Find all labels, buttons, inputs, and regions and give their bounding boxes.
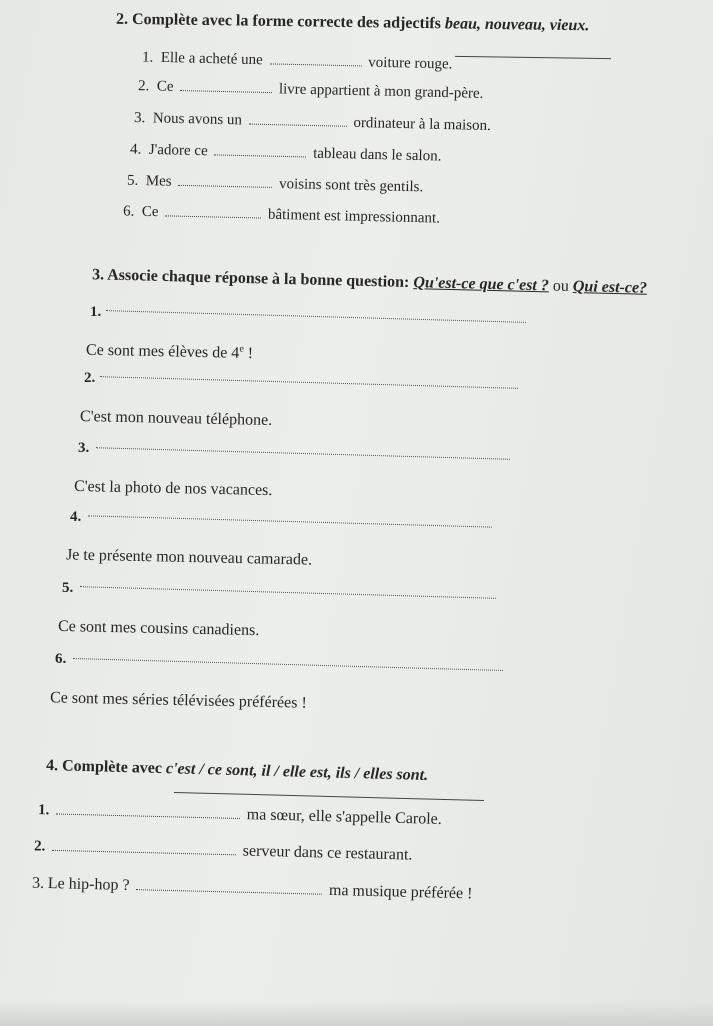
exercise-4-title-underline xyxy=(174,792,484,801)
ex2-item-2: 2. Ce livre appartient à mon grand-père. xyxy=(137,78,484,102)
ex3-response-4: Je te présente mon nouveau camarade. xyxy=(65,546,313,569)
ex3-response-2: C'est mon nouveau téléphone. xyxy=(79,407,273,430)
ex2-answer-blank-5[interactable] xyxy=(178,173,272,188)
ex2-answer-blank-6[interactable] xyxy=(165,203,261,218)
ex3-number-1: 1. xyxy=(90,304,102,320)
exercise-3-instruction: 3. Associe chaque réponse à la bonne question: xyxy=(91,266,414,292)
ex3-question-line-2[interactable] xyxy=(100,376,518,389)
ex4-item-2: 2. serveur dans ce restaurant. xyxy=(33,838,413,864)
ex2-item-6: 6. Ce bâtiment est impressionnant. xyxy=(122,203,441,227)
ex2-answer-blank-1[interactable] xyxy=(269,51,361,66)
ex3-number-6: 6. xyxy=(55,651,67,667)
ex2-item-5: 5. Mes voisins sont très gentils. xyxy=(126,172,424,196)
ex4-item-1: 1. ma sœur, elle s'appelle Carole. xyxy=(37,802,442,828)
ex2-answer-blank-2[interactable] xyxy=(180,78,272,93)
page-bottom-shadow xyxy=(0,1000,713,1026)
exercise-3-title xyxy=(92,266,647,298)
ex4-answer-blank-1[interactable] xyxy=(56,802,240,819)
ex3-number-2: 2. xyxy=(84,370,96,386)
exercise-2-instruction: 2. Complète avec la forme correcte des adjectifs xyxy=(115,10,446,33)
ex4-item-3: 3. Le hip-hop ? ma musique préférée ! xyxy=(31,874,473,903)
ex3-question-line-1[interactable] xyxy=(106,310,526,323)
exercise-2-title-underline xyxy=(455,56,611,59)
ex3-question-line-4[interactable] xyxy=(88,515,492,527)
exercise-4-instruction: 4. Complète avec xyxy=(45,757,167,778)
ex4-answer-blank-3[interactable] xyxy=(136,877,322,895)
exercise-2-adjectives: beau, nouveau, vieux. xyxy=(444,15,590,35)
ex2-item-4: 4. J'adore ce tableau dans le salon. xyxy=(129,141,442,165)
ex2-item-1: 1. Elle a acheté une voiture rouge. xyxy=(141,49,453,73)
ex3-number-3: 3. xyxy=(78,440,90,456)
ex2-item-3: 3. Nous avons un ordinateur à la maison. xyxy=(133,109,492,135)
or-label: ou xyxy=(548,277,574,295)
ex3-number-5: 5. xyxy=(62,580,74,596)
ex3-question-line-3[interactable] xyxy=(96,447,510,460)
question-quest-ce-que: Qu'est-ce que c'est ? xyxy=(413,274,550,295)
exercise-2-title xyxy=(116,11,590,36)
ex3-number-4: 4. xyxy=(70,509,82,525)
ex3-question-line-6[interactable] xyxy=(73,658,503,671)
question-qui-est-ce: Qui est-ce? xyxy=(572,277,648,297)
ex2-answer-blank-4[interactable] xyxy=(214,142,306,157)
ex3-response-6: Ce sont mes séries télévisées préférées ! xyxy=(49,689,307,712)
ex3-question-line-5[interactable] xyxy=(80,586,496,599)
ex2-answer-blank-3[interactable] xyxy=(249,112,347,127)
ex3-response-5: Ce sont mes cousins canadiens. xyxy=(57,617,260,640)
exercise-4-expressions: c'est / ce sont, il / elle est, ils / elles sont. xyxy=(165,760,429,784)
ex3-response-3: C'est la photo de nos vacances. xyxy=(73,477,273,500)
ex3-response-1: Ce sont mes élèves de 4e ! xyxy=(85,341,254,363)
exercise-4-title xyxy=(46,757,429,785)
ex4-answer-blank-2[interactable] xyxy=(52,838,236,855)
